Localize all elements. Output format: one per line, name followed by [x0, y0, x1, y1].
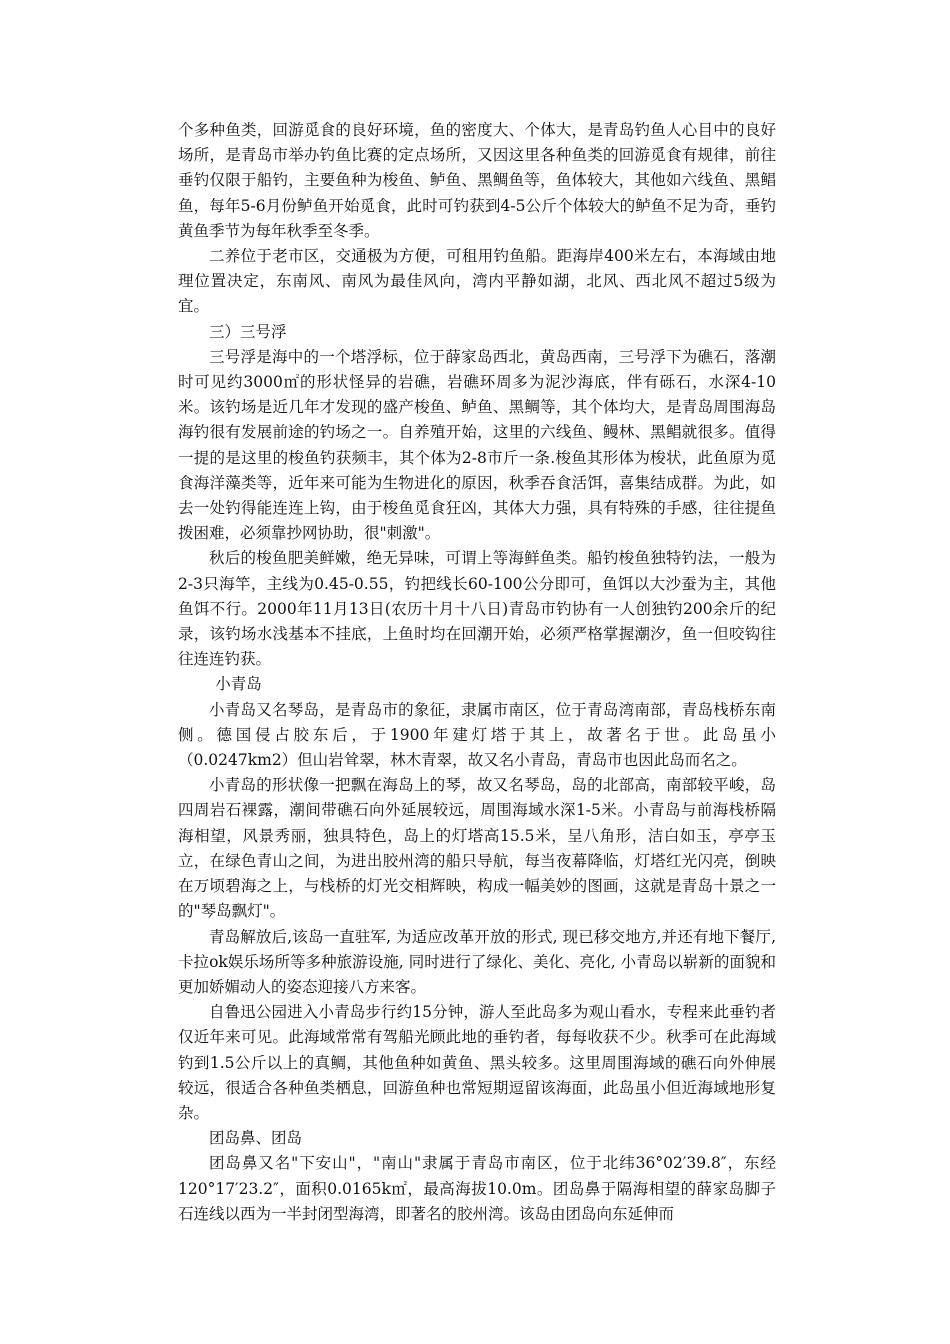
- paragraph-xiaoqingdao-fishing: 自鲁迅公园进入小青岛步行约15分钟，游人至此岛多为观山看水，专程来此垂钓者仅近年来可见。此海域常常有驾船光顾此地的垂钓者，每每收获不少。秋季可在此海域钓到1.5公斤以上的真鲷，其他鱼种如黄鱼、黑头较多。这里周围海域的礁石向外伸展较远，很适合各种鱼类栖息，回游鱼种也常短期逗留该海面，此岛虽小但近海域地形复杂。: [178, 1003, 776, 1122]
- paragraph-xiaoqingdao-shape: 小青岛的形状像一把飘在海岛上的琴，故又名琴岛，岛的北部高，南部较平峻，岛四周岩石裸露，潮间带礁石向外延展较远，周围海域水深1-5米。小青岛与前海栈桥隔海相望，风景秀丽，独具特色，岛上的灯塔高15.5米，呈八角形，洁白如玉，亭亭玉立，在绿色青山之间，为进出胶州湾的船只导航，每当夜幕降临，灯塔红光闪亮，倒映在万顷碧海之上，与栈桥的灯光交相辉映，构成一幅美妙的图画，这就是青岛十景之一的"琴岛飘灯"。: [178, 776, 776, 921]
- section-heading-tuandao: 团岛鼻、团岛: [209, 1129, 303, 1148]
- paragraph-fishing-spot-intro: 个多种鱼类，回游觅食的良好环境，鱼的密度大、个体大，是青岛钓鱼人心目中的良好场所，是青岛市举办钓鱼比赛的定点场所，又因这里各种鱼类的回游觅食有规律，前往垂钓仅限于船钓，主要鱼种为梭鱼、鲈鱼、黑鲷鱼等，鱼体较大，其他如六线鱼、黑鲳鱼，每年5-6月份鲈鱼开始觅食，此时可钓获到4-5公斤个体较大的鲈鱼不足为奇，垂钓黄鱼季节为每年秋季至冬季。: [178, 121, 776, 240]
- paragraph-xiaoqingdao-liberation: 青岛解放后,该岛一直驻军, 为适应改革开放的形式, 现已移交地方,并还有地下餐厅,卡拉ok娱乐场所等多种旅游设施, 同时进行了绿化、美化、亮化, 小青岛以崭新的面貌和更加娇媚动人的姿态迎接八方来客。: [178, 927, 776, 996]
- section-heading-xiaoqingdao: 小青岛: [215, 675, 262, 694]
- document-page: [178, 118, 776, 1227]
- paragraph-tuandao-description: 团岛鼻又名"下安山"，"南山"隶属于青岛市南区，位于北纬36°02′39.8″，东经120°17′23.2″，面积0.0165k㎡，最高海拔10.0m。团岛鼻于隔海相望的薛家岛脚子石连线以西为一半封闭型海湾，即著名的胶州湾。该岛由团岛向东延伸而: [178, 1154, 776, 1223]
- paragraph-mullet-fishing: 秋后的梭鱼肥美鲜嫩，绝无异味，可谓上等海鲜鱼类。船钓梭鱼独特钓法，一般为2-3只海竿，主线为0.45-0.55，钓把线长60-100公分即可，鱼饵以大沙蚕为主，其他鱼饵不行。2000年11月13日(农历十月十八日)青岛市钓协有一人创独钓200余斤的纪录，该钓场水浅基本不挂底，上鱼时均在回潮开始，必须严格掌握潮汐，鱼一但咬钩往往连连钓获。: [178, 549, 776, 669]
- paragraph-eryang: 二养位于老市区，交通极为方便，可租用钓鱼船。距海岸400米左右，本海域由地理位置决定，东南风、南风为最佳风向，湾内平静如湖，北风、西北风不超过5级为宜。: [178, 247, 776, 316]
- paragraph-sanhaofu-description: 三号浮是海中的一个塔浮标，位于薛家岛西北，黄岛西南，三号浮下为礁石，落潮时可见约3000㎡的形状怪异的岩礁，岩礁环周多为泥沙海底，伴有砾石，水深4-10米。该钓场是近几年才发现的盛产梭鱼、鲈鱼、黑鲷等，其个体均大，是青岛周围海岛海钓很有发展前途的钓场之一。自养殖开始，这里的六线鱼、鳗林、黑鲳就很多。值得一提的是这里的梭鱼钓获频丰，其个体为2-8市斤一条.梭鱼其形体为梭状，此鱼原为觅食海洋藻类等，近年来可能为生物进化的原因，秋季吞食活饵，喜集结成群。为此，如去一处钓得能连连上钩，由于梭鱼觅食狂凶，其体大力强，具有特殊的手感，往往提鱼拨困难，必须靠抄网协助，很"刺激"。: [178, 347, 776, 543]
- section-heading-sanhaofu: 三）三号浮: [209, 322, 287, 341]
- paragraph-xiaoqingdao-intro: 小青岛又名琴岛，是青岛市的象征，隶属市南区，位于青岛湾南部，青岛栈桥东南侧。德国侵占胶东后，于1900年建灯塔于其上，故著名于世。此岛虽小（0.0247km2）但山岩耸翠，林木青翠，故又名小青岛，青岛市也因此岛而名之。: [178, 700, 776, 770]
